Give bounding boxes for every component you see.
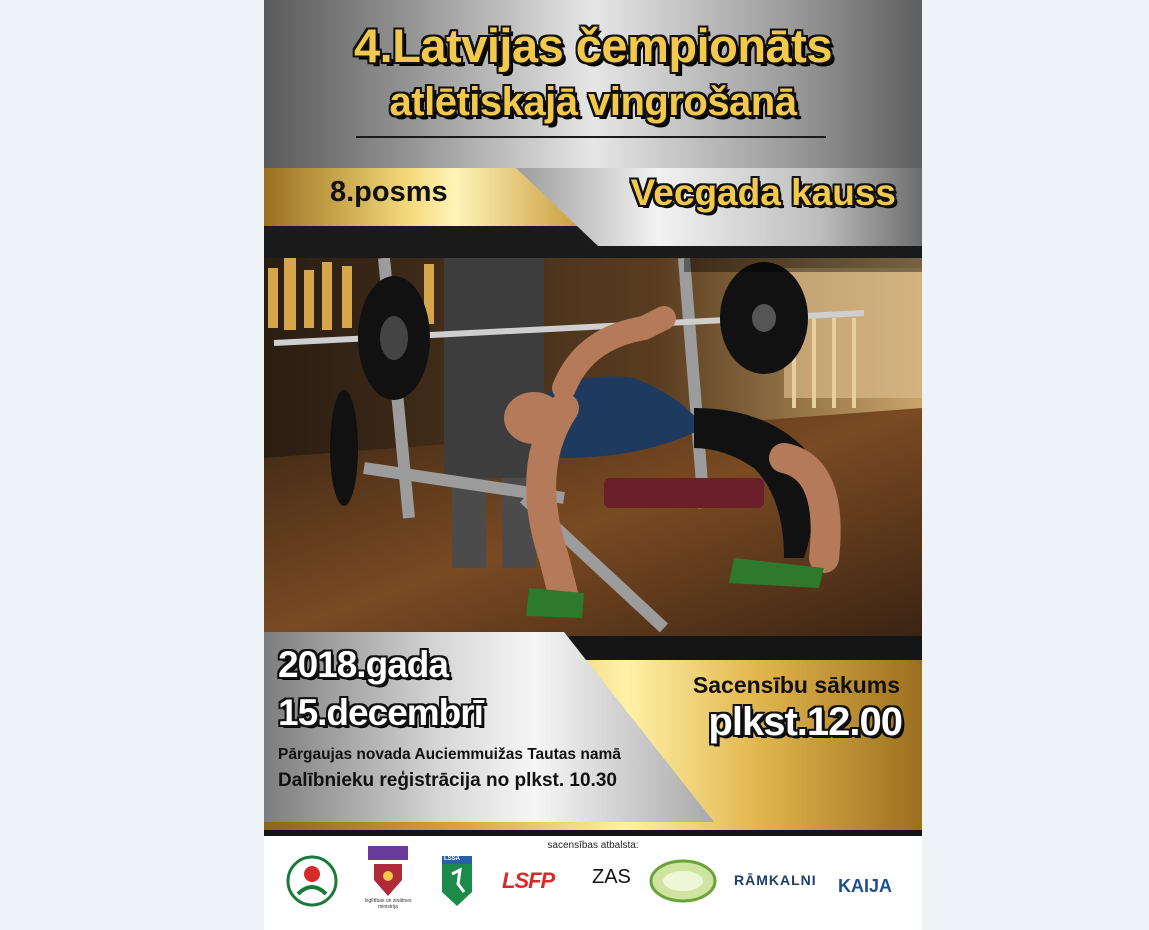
lssa-logo <box>440 856 474 911</box>
sponsor-logos <box>264 852 922 922</box>
venue-text: Pārgaujas novada Auciemmuižas Tautas namā <box>278 746 621 763</box>
lssa-logo-text: LSSA <box>444 856 461 862</box>
title-underline <box>356 136 826 138</box>
title-line-2: atlētiskajā vingrošanā <box>389 80 797 124</box>
ministry-logo-text: Izglītības un zinātnes ministrija <box>364 898 412 910</box>
zas-logo: ZAS <box>592 866 631 888</box>
stage-label: 8.posms <box>330 176 448 208</box>
wreath-logo <box>648 858 718 909</box>
start-label: Sacensību sākums <box>692 672 900 698</box>
ramkalni-logo: RĀMKALNI <box>734 872 817 888</box>
registration-text: Dalībnieku reģistrācija no plkst. 10.30 <box>278 770 617 791</box>
emblem-logo <box>286 854 338 913</box>
start-time: plkst.12.00 <box>708 700 902 744</box>
bench-press-photo <box>264 258 922 636</box>
event-poster <box>264 0 922 930</box>
lsfp-logo: LSFP <box>502 868 555 893</box>
title-line-1: 4.Latvijas čempionāts <box>354 19 832 72</box>
sponsors-label: sacensības atbalsta: <box>547 840 639 851</box>
kaija-logo: KAIJA <box>838 876 893 896</box>
event-date-day: 15.decembrī <box>278 692 483 733</box>
event-date-year: 2018.gada <box>278 644 448 685</box>
cup-title: Vecgada kauss <box>630 172 896 213</box>
ministry-logo <box>364 846 412 916</box>
